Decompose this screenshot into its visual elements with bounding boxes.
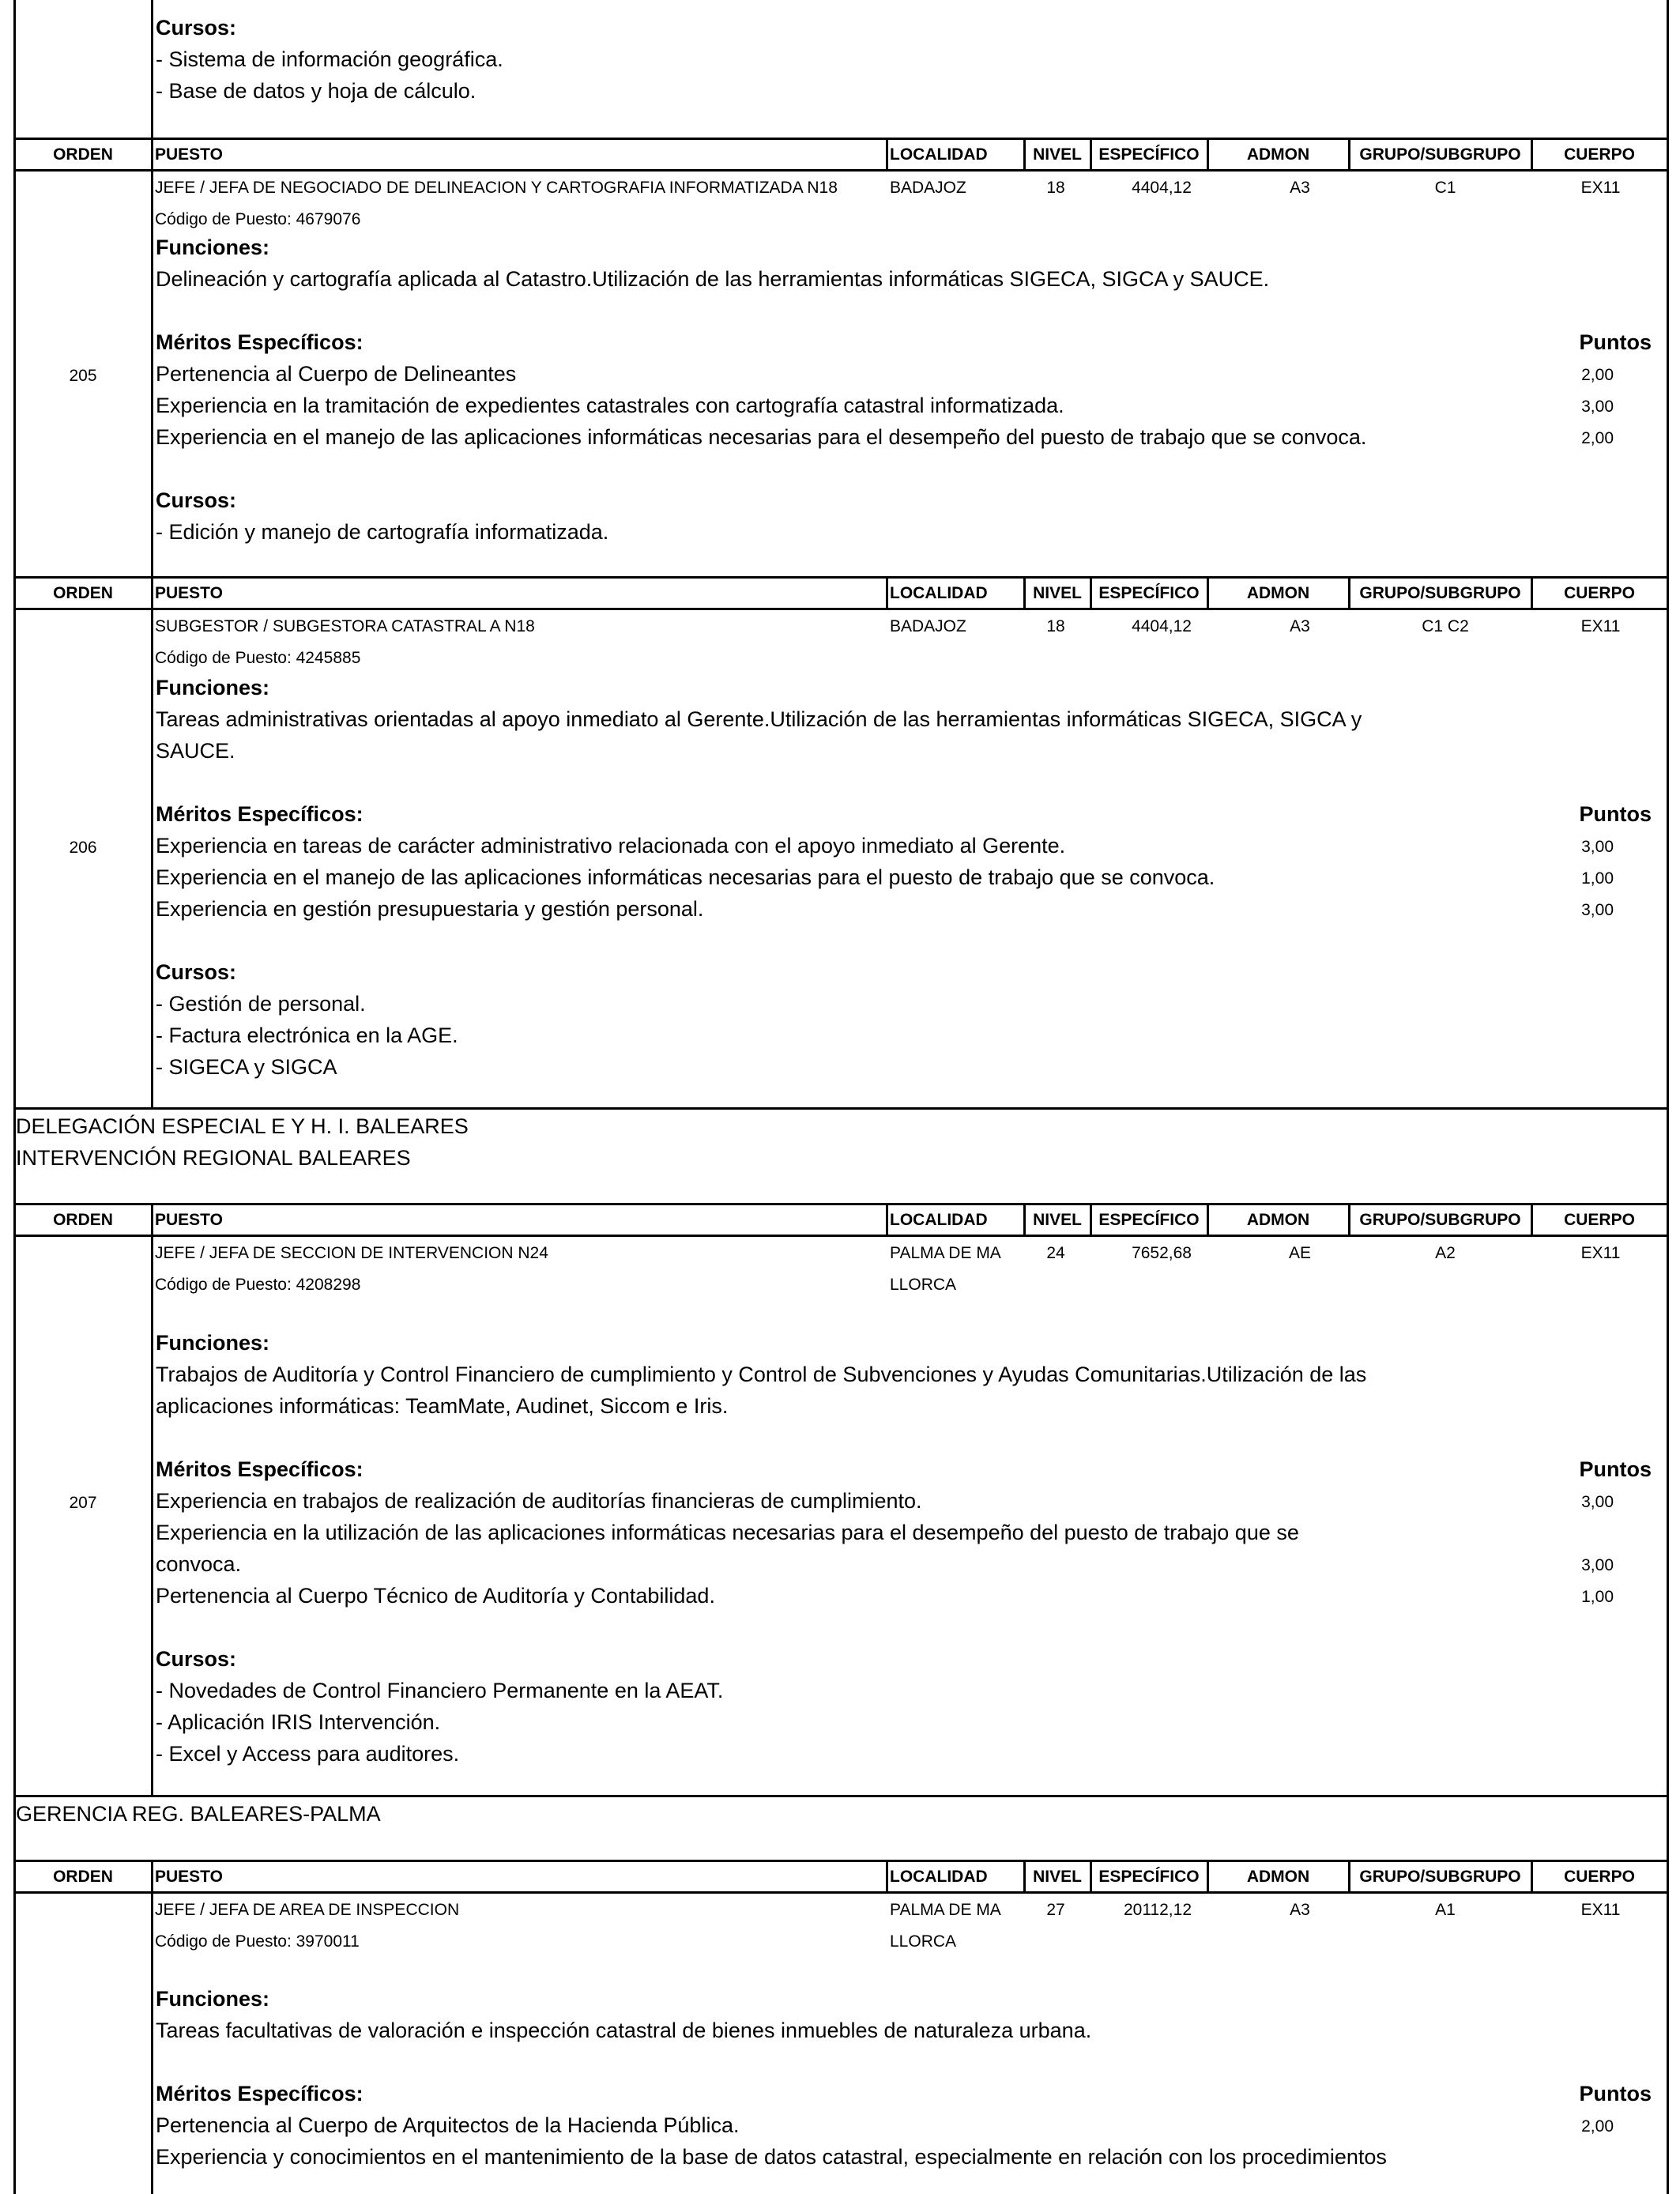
cursos-label: Cursos: [156,488,237,512]
header-especifico: ESPECÍFICO [1098,1211,1200,1229]
left-border [13,0,16,2194]
curso-item: - Edición y manejo de cartografía informatizada. [156,520,609,544]
merito-text: Experiencia en tareas de carácter administrativo relacionada con el apoyo inmediato al Gerente. [156,834,1066,858]
curso-item: - Gestión de personal. [156,992,366,1016]
cuerpo-value: EX11 [1580,1901,1621,1919]
cursos-label: Cursos: [156,960,237,984]
header-localidad: LOCALIDAD [890,145,988,164]
codigo-puesto: Código de Puesto: 3970011 [155,1932,360,1951]
header-admon: ADMON [1246,1868,1310,1886]
section-rule [14,1795,1667,1797]
merito-puntos: 1,00 [1581,1588,1614,1606]
localidad-value: LLORCA [890,1276,957,1294]
header-admon: ADMON [1246,1211,1310,1229]
merito-puntos: 3,00 [1581,838,1614,856]
curso-item: - Aplicación IRIS Intervención. [156,1710,441,1734]
funciones-label: Funciones: [156,1331,270,1355]
puesto-title: JEFE / JEFA DE SECCION DE INTERVENCION N24 [155,1244,548,1262]
merito-puntos: 2,00 [1581,366,1614,384]
table-header-bottom-rule [14,1235,1667,1237]
meritos-label: Méritos Específicos: [156,330,363,354]
codigo-puesto: Código de Puesto: 4679076 [155,210,361,228]
orden-number: 207 [69,1494,97,1512]
puesto-title: SUBGESTOR / SUBGESTORA CATASTRAL A N18 [155,617,535,635]
table-header-top-rule [14,576,1667,579]
meritos-label: Méritos Específicos: [156,802,363,826]
cuerpo-value: EX11 [1580,179,1621,197]
meritos-label: Méritos Específicos: [156,2082,363,2105]
funciones-label: Funciones: [156,1987,270,2011]
admon-value: A3 [1290,1901,1310,1919]
merito-puntos: 1,00 [1581,869,1614,888]
header-grupo: GRUPO/SUBGRUPO [1359,1868,1521,1886]
merito-puntos: 3,00 [1581,398,1614,416]
puntos-label: Puntos [1579,330,1652,354]
merito-text: Experiencia en trabajos de realización de auditorías financieras de cumplimiento. [156,1489,922,1513]
especifico-value: 20112,12 [1123,1901,1192,1919]
puntos-label: Puntos [1579,802,1652,826]
meritos-label: Méritos Específicos: [156,1457,363,1481]
nivel-value: 18 [1046,179,1065,197]
header-orden: ORDEN [53,1868,113,1886]
merito-puntos: 2,00 [1581,429,1614,447]
header-cuerpo: CUERPO [1564,1211,1635,1229]
merito-text: Pertenencia al Cuerpo de Delineantes [156,362,517,386]
localidad-value: BADAJOZ [890,179,966,197]
merito-text: Pertenencia al Cuerpo Técnico de Auditoría y Contabilidad. [156,1584,715,1608]
curso-item: - Base de datos y hoja de cálculo. [156,79,477,103]
localidad-value: PALMA DE MA [890,1901,1001,1919]
header-grupo: GRUPO/SUBGRUPO [1359,584,1521,602]
header-localidad: LOCALIDAD [890,1211,988,1229]
header-column-line [886,138,888,170]
header-puesto: PUESTO [155,584,223,602]
orden-number: 205 [69,367,97,385]
puesto-title: JEFE / JEFA DE NEGOCIADO DE DELINEACION Y CARTOGRAFIA INFORMATIZADA N18 [155,179,838,197]
merito-puntos: 3,00 [1581,901,1614,919]
especifico-value: 4404,12 [1132,179,1192,197]
puntos-label: Puntos [1579,1457,1652,1481]
curso-item: - Excel y Access para auditores. [156,1742,460,1766]
header-puesto: PUESTO [155,145,223,164]
merito-text: Experiencia en la utilización de las aplicaciones informáticas necesarias para el desempeño del puesto de trabajo que se [156,1521,1299,1544]
header-column-line [886,1860,888,1892]
header-nivel: NIVEL [1033,145,1082,164]
puesto-title: JEFE / JEFA DE AREA DE INSPECCION [155,1901,460,1919]
right-border [1667,0,1669,2194]
localidad-value: PALMA DE MA [890,1244,1001,1262]
nivel-value: 18 [1046,617,1065,635]
funciones-text: Delineación y cartografía aplicada al Catastro.Utilización de las herramientas informáticas SIGECA, SIGCA y SAUCE. [156,267,1270,291]
cursos-label: Cursos: [156,1647,237,1671]
section-line: GERENCIA REG. BALEARES-PALMA [16,1802,381,1826]
puntos-label: Puntos [1579,2082,1652,2105]
header-orden: ORDEN [53,1211,113,1229]
header-cuerpo: CUERPO [1564,145,1635,164]
header-puesto: PUESTO [155,1868,223,1886]
cuerpo-value: EX11 [1580,1244,1621,1262]
codigo-puesto: Código de Puesto: 4245885 [155,649,361,667]
header-admon: ADMON [1246,145,1310,164]
nivel-value: 24 [1046,1244,1065,1262]
merito-puntos: 3,00 [1581,1556,1614,1574]
orden-column-line [151,1892,153,2194]
header-nivel: NIVEL [1033,1868,1082,1886]
admon-value: A3 [1290,617,1310,635]
header-localidad: LOCALIDAD [890,1868,988,1886]
orden-column-line [151,1235,153,1796]
codigo-puesto: Código de Puesto: 4208298 [155,1276,361,1294]
header-grupo: GRUPO/SUBGRUPO [1359,1211,1521,1229]
curso-item: - Factura electrónica en la AGE. [156,1023,458,1047]
merito-text: Experiencia en el manejo de las aplicaciones informáticas necesarias para el puesto de trabajo que se convoca. [156,865,1215,889]
funciones-text: Tareas facultativas de valoración e inspección catastral de bienes inmuebles de naturaleza urbana. [156,2019,1092,2042]
header-nivel: NIVEL [1033,1211,1082,1229]
nivel-value: 27 [1046,1901,1065,1919]
header-column-line [886,1204,888,1235]
cursos-label: Cursos: [156,16,237,40]
especifico-value: 7652,68 [1132,1244,1192,1262]
header-orden: ORDEN [53,145,113,164]
header-especifico: ESPECÍFICO [1098,145,1200,164]
cuerpo-value: EX11 [1580,617,1621,635]
table-header-bottom-rule [14,608,1667,610]
merito-text: Pertenencia al Cuerpo de Arquitectos de la Hacienda Pública. [156,2113,740,2137]
especifico-value: 4404,12 [1132,617,1192,635]
merito-text: Experiencia en el manejo de las aplicaciones informáticas necesarias para el desempeño del puesto de trabajo que se convoca. [156,425,1367,449]
header-grupo: GRUPO/SUBGRUPO [1359,145,1521,164]
curso-item: - Novedades de Control Financiero Permanente en la AEAT. [156,1679,724,1702]
funciones-text: SAUCE. [156,739,235,763]
grupo-value: C1 [1434,179,1456,197]
funciones-label: Funciones: [156,236,270,259]
header-cuerpo: CUERPO [1564,1868,1635,1886]
grupo-value: A1 [1435,1901,1456,1919]
admon-value: A3 [1290,179,1310,197]
header-admon: ADMON [1246,584,1310,602]
header-column-line [886,577,888,609]
funciones-label: Funciones: [156,676,270,699]
merito-text: convoca. [156,1552,242,1576]
table-header-top-rule [14,1203,1667,1205]
merito-text: Experiencia en la tramitación de expedientes catastrales con cartografía catastral informatizada. [156,394,1064,417]
header-especifico: ESPECÍFICO [1098,1868,1200,1886]
section-rule [14,1107,1667,1110]
orden-column-line [151,609,153,1108]
merito-text: Experiencia y conocimientos en el mantenimiento de la base de datos catastral, especialmente en relación con los procedimientos [156,2145,1387,2169]
header-localidad: LOCALIDAD [890,584,988,602]
orden-number: 206 [69,839,97,857]
section-line: DELEGACIÓN ESPECIAL E Y H. I. BALEARES [16,1114,469,1138]
table-header-bottom-rule [14,169,1667,172]
funciones-text: Trabajos de Auditoría y Control Financiero de cumplimiento y Control de Subvenciones y Ayudas Comunitarias.Utilización de las [156,1363,1367,1386]
curso-item: - SIGECA y SIGCA [156,1055,337,1079]
table-header-bottom-rule [14,1891,1667,1894]
admon-value: AE [1288,1244,1311,1262]
header-orden: ORDEN [53,584,113,602]
curso-item: - Sistema de información geográfica. [156,47,503,71]
header-nivel: NIVEL [1033,584,1082,602]
table-header-top-rule [14,1860,1667,1862]
header-puesto: PUESTO [155,1211,223,1229]
orden-column-line [151,0,153,138]
merito-puntos: 3,00 [1581,1493,1614,1511]
grupo-value: C1 C2 [1422,617,1469,635]
localidad-value: BADAJOZ [890,617,966,635]
merito-puntos: 2,00 [1581,2117,1614,2136]
table-header-top-rule [14,138,1667,140]
merito-text: Experiencia en gestión presupuestaria y gestión personal. [156,897,704,921]
header-especifico: ESPECÍFICO [1098,584,1200,602]
section-line: INTERVENCIÓN REGIONAL BALEARES [16,1146,411,1170]
header-cuerpo: CUERPO [1564,584,1635,602]
funciones-text: aplicaciones informáticas: TeamMate, Audinet, Siccom e Iris. [156,1394,729,1418]
localidad-value: LLORCA [890,1932,957,1951]
funciones-text: Tareas administrativas orientadas al apoyo inmediato al Gerente.Utilización de las herramientas informáticas SIGECA, SIGCA y [156,707,1362,731]
grupo-value: A2 [1435,1244,1456,1262]
